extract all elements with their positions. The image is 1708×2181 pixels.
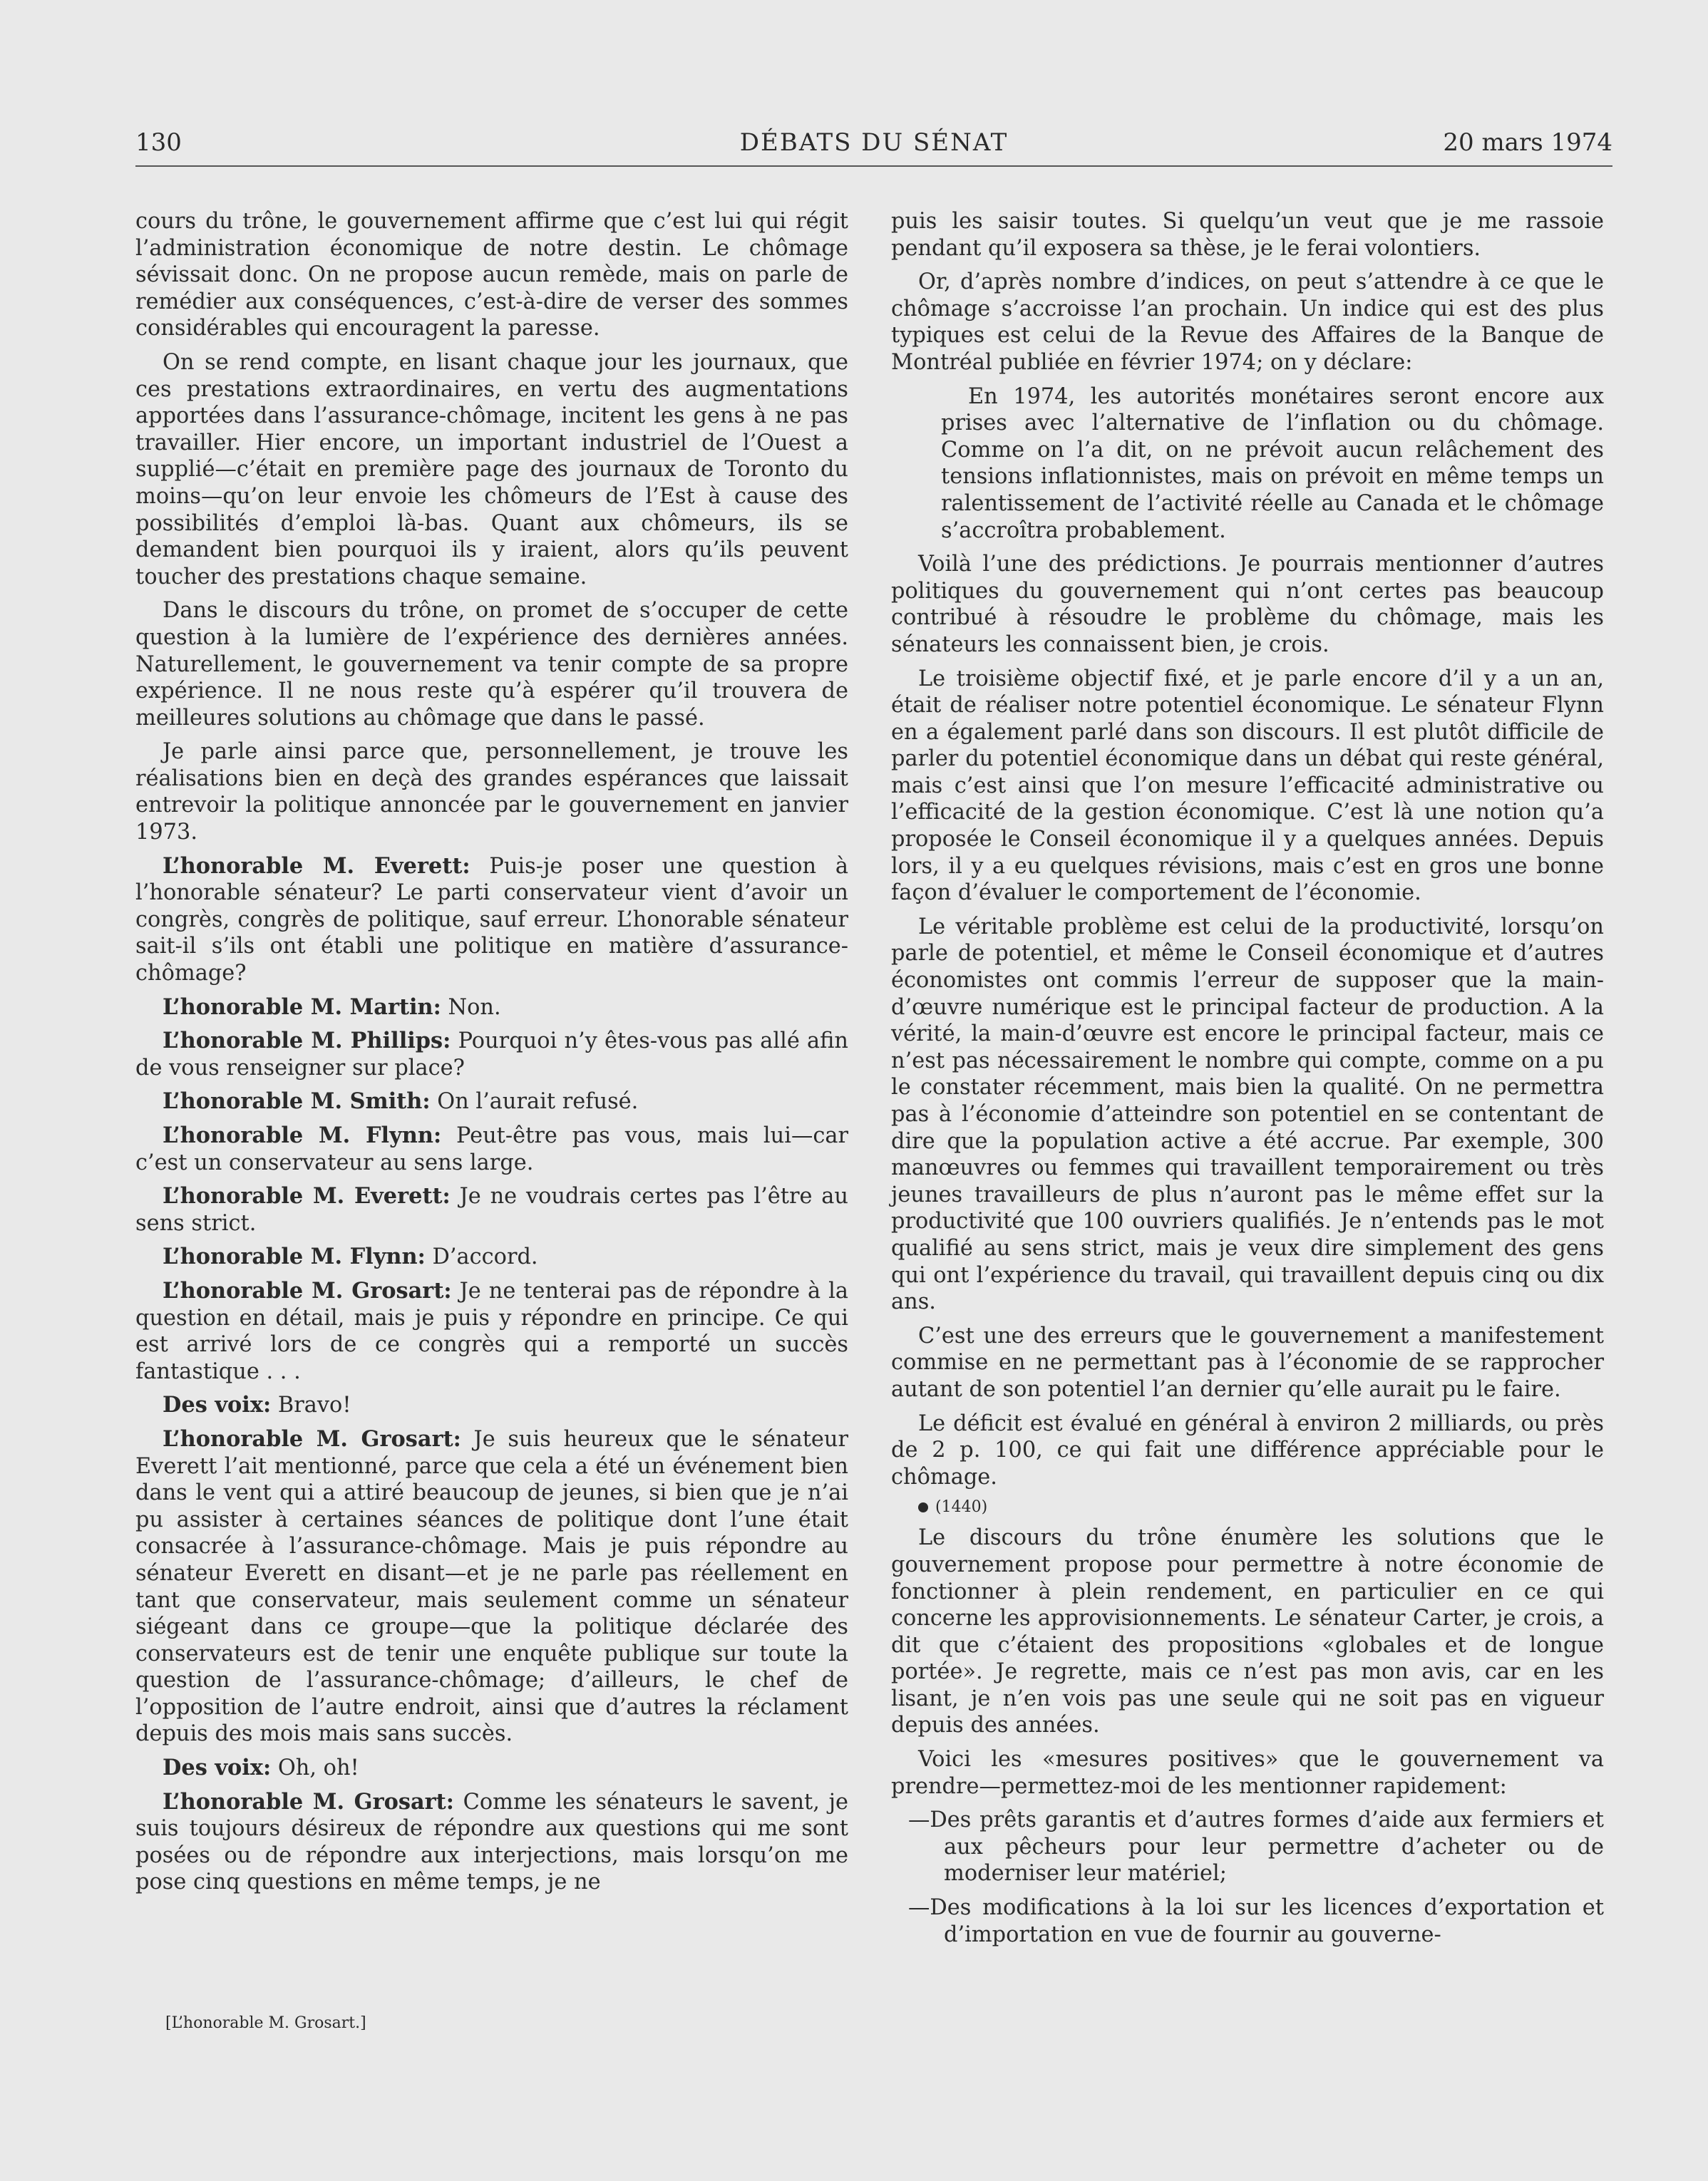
paragraph (135, 1088, 848, 1115)
paragraph-text: Je parle ainsi parce que, personnellement, je trouve les réalisations bien en deçà des grandes espérances que laissait entrevoir la politique annoncée par le gouvernement en janvier 1973. (135, 739, 848, 845)
paragraph-text: Je suis heureux que le sénateur Everett l’ait mentionné, parce que cela a été un événement bien dans le vent qui a attiré beaucoup de jeunes, si bien que je n’ai pu assister à certaines séances de politique dont l’une était consacrée à l’assurance-chômage. Mais je puis répondre au sénateur Everett en disant—et je ne parle pas réellement en tant que conservateur, mais seulement comme un sénateur siégeant dans ce groupe—que la politique déclarée des conservateurs est de tenir une enquête publique sur toute la question de l’assurance-chômage; d’ailleurs, le chef de l’opposition de l’autre endroit, ainsi que d’autres la réclament depuis des mois mais sans succès. (135, 1426, 848, 1747)
paragraph-text: Je ne tenterai pas de répondre à la question en détail, mais je puis y répondre en principe. Ce qui est arrivé lors de ce congrès qui a remporté un succès fantastique . . . (135, 1278, 848, 1384)
speaker-name: L’honorable M. Grosart: (163, 1425, 461, 1452)
paragraph-text: Voilà l’une des prédictions. Je pourrais mentionner d’autres politiques du gouvernement qui n’ont certes pas beaucoup contribué à résoudre le problème du chômage, mais les sénateurs les connaissent bien, je crois. (891, 552, 1604, 657)
paragraph (891, 666, 1604, 907)
paragraph (891, 269, 1604, 376)
paragraph-text: D’accord. (432, 1244, 538, 1270)
paragraph-text: On se rend compte, en lisant chaque jour les journaux, que ces prestations extraordinaires, en vertu des augmentations apportées dans l’assurance-chômage, incitent les gens à ne pas travailler. Hier encore, un important industriel de l’Ouest a supplié—c’était en première page des journaux de Toronto du moins—qu’on leur envoie les chômeurs de l’Est à cause des possibilités d’emploi là-bas. Quant aux chômeurs, ils se demandent bien pourquoi ils y iraient, alors qu’ils peuvent toucher des prestations chaque semaine. (135, 349, 848, 589)
speaker-name: L’honorable M. Martin: (163, 994, 441, 1020)
paragraph-text: puis les saisir toutes. Si quelqu’un veut que je me rassoie pendant qu’il exposera sa thèse, je le ferai volontiers. (891, 209, 1604, 261)
speaker-name: Des voix: (163, 1392, 272, 1418)
paragraph (135, 1392, 848, 1419)
paragraph (135, 1278, 848, 1385)
paragraph-text: Pourquoi n’y êtes-vous pas allé afin de vous renseigner sur place? (135, 1028, 848, 1081)
bullet-dot-icon (918, 1502, 928, 1512)
paragraph-text: Non. (448, 994, 501, 1020)
paragraph (135, 1755, 848, 1782)
paragraph-text: On l’aurait refusé. (437, 1089, 639, 1115)
paragraph-text: cours du trône, le gouvernement affirme que c’est lui qui régit l’administration économique de notre destin. Le chômage sévissait donc. On ne propose aucun remède, mais on parle de remédier aux conséquences, c’est-à-dire de verser des sommes considérables qui encouragent la paresse. (135, 209, 848, 341)
left-column (135, 208, 848, 1903)
speaker-name: L’honorable M. Grosart: (163, 1277, 452, 1304)
speaker-name: L’honorable M. Flynn: (163, 1123, 442, 1148)
paragraph-text: Dans le discours du trône, on promet de s’occuper de cette question à la lumière de l’expérience des dernières années. Naturellement, le gouvernement va tenir compte de sa propre expérience. Il ne nous reste qu’à espérer qu’il trouvera de meilleures solutions au chômage que dans le passé. (135, 598, 848, 731)
paragraph (135, 738, 848, 845)
block-quote (891, 383, 1604, 545)
paragraph-text: Le déficit est évalué en général à environ 2 milliards, ou près de 2 p. 100, ce qui fait une différence appréciable pour le chômage. (891, 1411, 1604, 1490)
paragraph-text: Peut-être pas vous, mais lui—car c’est un conservateur au sens large. (135, 1123, 848, 1175)
paragraph-text: Comme les sénateurs le savent, je suis toujours désireux de répondre aux questions qui me sont posées ou de répondre aux interjections, mais lorsqu’on me pose cinq questions en même temps, je ne (135, 1789, 848, 1895)
speaker-name: L’honorable M. Phillips: (163, 1028, 451, 1054)
paragraph (135, 853, 848, 987)
paragraph (891, 914, 1604, 1316)
speaker-name: Des voix: (163, 1755, 272, 1781)
page-number: 130 (135, 128, 182, 157)
paragraph (891, 1411, 1604, 1491)
publication-date: 20 mars 1974 (1443, 128, 1612, 157)
time-marker-text: (1440) (935, 1498, 988, 1517)
paragraph (135, 1789, 848, 1896)
paragraph (135, 597, 848, 731)
speaker-footnote: [L’honorable M. Grosart.] (165, 2014, 366, 2032)
speaker-name: L’honorable M. Everett: (163, 852, 470, 879)
paragraph (135, 994, 848, 1021)
paragraph-text: Or, d’après nombre d’indices, on peut s’attendre à ce que le chômage s’accroisse l’an prochain. Un indice qui est des plus typiques est celui de la Revue des Affaires de la Banque de Montréal publiée en février 1974; on y déclare: (891, 269, 1604, 375)
right-column (891, 208, 1604, 1955)
paragraph (135, 1426, 848, 1748)
paragraph-text: En 1974, les autorités monétaires seront encore aux prises avec l’alternative de l’inflation ou du chômage. Comme on l’a dit, on ne prévoit aucun relâchement des tensions inflationnistes, mais on prévoit en même temps un ralentissement de l’activité réelle au Canada et le chômage s’accroîtra probablement. (941, 383, 1604, 543)
paragraph-text: Je ne voudrais certes pas l’être au sens strict. (135, 1184, 848, 1236)
paragraph-text: Voici les «mesures positives» que le gouvernement va prendre—permettez-moi de les mentionner rapidement: (891, 1747, 1604, 1799)
paragraph-text: C’est une des erreurs que le gouvernement a manifestement commise en ne permettant pas à l’économie de se rapprocher autant de son potentiel l’an dernier qu’elle aurait pu le faire. (891, 1323, 1604, 1402)
page-header (135, 125, 1612, 167)
paragraph (135, 349, 848, 590)
paragraph-text: Oh, oh! (277, 1755, 359, 1781)
paragraph (135, 1244, 848, 1271)
paragraph-text: Le véritable problème est celui de la productivité, lorsqu’on parle de potentiel, et même le Conseil économique et d’autres économistes ont commis l’erreur de supposer que la main-d’œuvre numérique est le principal facteur de production. A la vérité, la main-d’œuvre est encore le principal facteur, mais ce n’est pas nécessairement le nombre qui compte, comme on a pu le constater récemment, mais bien la qualité. On ne permettra pas à l’économie d’atteindre son potentiel en se contentant de dire que la population active a été accrue. Par exemple, 300 manœuvres ou femmes qui travaillent temporairement ou très jeunes travailleurs de plus n’auront pas le même effet sur la productivité que 100 ouvriers qualifiés. Je n’entends pas le mot qualifié au sens strict, mais je veux dire simplement des gens qui ont l’expérience du travail, qui travaillent depuis cinq ou dix ans. (891, 914, 1604, 1315)
paragraph (135, 1123, 848, 1176)
paragraph (891, 1525, 1604, 1739)
time-marker (891, 1497, 1604, 1517)
speaker-name: L’honorable M. Smith: (163, 1088, 431, 1115)
paragraph-text: Bravo! (277, 1393, 351, 1418)
speaker-name: L’honorable M. Grosart: (163, 1788, 454, 1815)
paragraph (891, 551, 1604, 658)
paragraph-text: Puis-je poser une question à l’honorable sénateur? Le parti conservateur vient d’avoir un congrès, congrès de politique, sauf erreur. L’honorable sénateur sait-il s’ils ont établi une politique en matière d’assurance-chômage? (135, 853, 848, 986)
publication-title: DÉBATS DU SÉNAT (739, 128, 1009, 157)
paragraph (891, 1323, 1604, 1403)
speaker-name: L’honorable M. Everett: (163, 1183, 451, 1210)
speaker-name: L’honorable M. Flynn: (163, 1244, 426, 1270)
paragraph (135, 1028, 848, 1081)
paragraph (891, 208, 1604, 262)
paragraph-text: —Des prêts garantis et d’autres formes d’aide aux fermiers et aux pêcheurs pour leur permettre d’acheter ou de moderniser leur matériel; (908, 1808, 1604, 1887)
paragraph-text: Le discours du trône énumère les solutions que le gouvernement propose pour permettre à notre économie de fonctionner à plein rendement, en particulier en ce qui concerne les approvisionnements. Le sénateur Carter, je crois, a dit que c’étaient des propositions «globales et de longue portée». Je regrette, mais ce n’est pas mon avis, car en les lisant, je n’en vois pas une seule qui ne soit pas en vigueur depuis des années. (891, 1525, 1604, 1738)
paragraph (891, 1746, 1604, 1800)
paragraph (135, 208, 848, 342)
paragraph-text: —Des modifications à la loi sur les licences d’exportation et d’importation en vue de fournir au gouverne- (908, 1895, 1604, 1947)
paragraph (135, 1183, 848, 1237)
list-item (891, 1894, 1604, 1948)
paragraph-text: Le troisième objectif fixé, et je parle encore d’il y a un an, était de réaliser notre potentiel économique. Le sénateur Flynn en a également parlé dans son discours. Il est plutôt difficile de parler du potentiel économique dans un débat qui reste général, mais c’est ainsi que l’on mesure l’efficacité administrative ou l’efficacité de la gestion économique. C’est là une notion qu’a proposée le Conseil économique il y a quelques années. Depuis lors, il y a eu quelques révisions, mais c’est en gros une bonne façon d’évaluer le comportement de l’économie. (891, 666, 1604, 906)
list-item (891, 1807, 1604, 1887)
